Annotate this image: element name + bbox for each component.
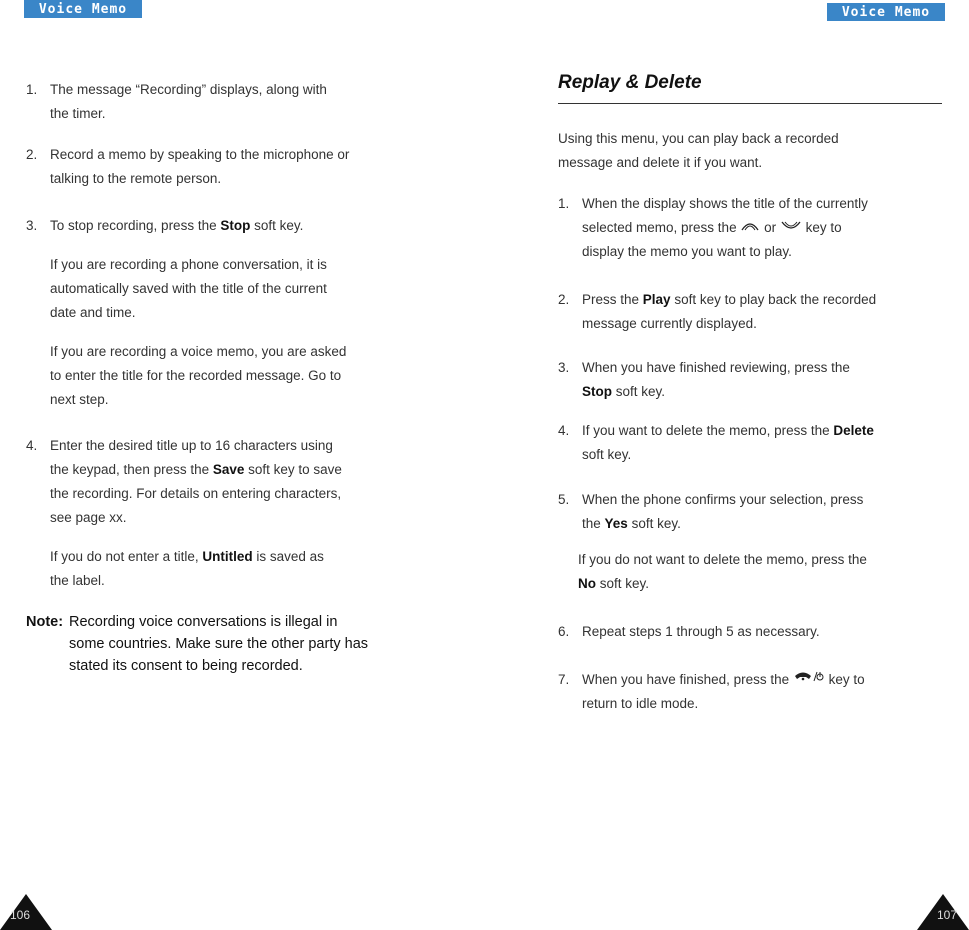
step-1 [26, 78, 416, 126]
sub-text: next step. [50, 392, 109, 407]
play-key-label: Play [642, 292, 671, 307]
step-text: Enter the desired title up to 16 characters using [50, 438, 333, 453]
step-number: 6. [558, 624, 570, 639]
step-text: Press the [582, 292, 643, 307]
sub-text: is saved as [252, 549, 324, 564]
step-4 [558, 419, 948, 467]
step-text: soft key to play back the recorded [670, 292, 877, 307]
sub-text: date and time. [50, 305, 136, 320]
step-text: soft key. [250, 218, 304, 233]
section-tab-left: Voice Memo [24, 0, 142, 18]
sub-text: the label. [50, 573, 105, 588]
step-text: To stop recording, press the [50, 218, 221, 233]
untitled-label: Untitled [202, 549, 253, 564]
step-text: display the memo you want to play. [582, 244, 792, 260]
step-number: 4. [26, 438, 38, 453]
intro-text: message and delete it if you want. [558, 155, 763, 170]
step-text: see page xx. [50, 510, 127, 525]
step-text: soft key to save [244, 462, 342, 477]
step-2 [26, 143, 416, 191]
step-text: When you have finished, press the [582, 672, 793, 687]
step-text: Record a memo by speaking to the microphone or [50, 147, 350, 162]
stop-key-label: Stop [220, 218, 251, 233]
step-text: Repeat steps 1 through 5 as necessary. [582, 624, 820, 639]
page-number-left: 106 [10, 908, 31, 922]
step-3 [558, 356, 948, 404]
note-label: Note: [26, 614, 64, 630]
end-power-key-icon [793, 668, 825, 692]
step-number: 2. [26, 147, 38, 162]
step-text: talking to the remote person. [50, 171, 222, 186]
step-4 [26, 434, 416, 530]
step-number: 4. [558, 423, 570, 438]
note-block [26, 611, 426, 677]
sub-text: soft key. [596, 576, 650, 591]
step-text: If you want to delete the memo, press the [582, 423, 834, 438]
note-text: Recording voice conversations is illegal in [69, 614, 338, 630]
note-text: some countries. Make sure the other party has [69, 636, 369, 652]
step-number: 1. [558, 196, 570, 211]
step-text: selected memo, press the [582, 220, 741, 235]
step-2 [558, 288, 948, 336]
sub-paragraph-no [578, 548, 944, 596]
stop-key-label: Stop [582, 384, 612, 399]
sub-text: If you do not enter a title, [50, 549, 203, 564]
step-1 [558, 192, 948, 264]
up-arrow-key-icon [740, 216, 760, 240]
step-number: 3. [26, 218, 38, 233]
page-number-right: 107 [936, 908, 957, 922]
section-tab-right: Voice Memo [827, 3, 945, 21]
sub-paragraph-untitled [50, 545, 416, 593]
step-number: 7. [558, 672, 570, 687]
step-text: When the display shows the title of the currently [582, 196, 868, 211]
step-7 [558, 668, 948, 716]
sub-text: to enter the title for the recorded message. Go to [50, 368, 342, 383]
save-key-label: Save [212, 462, 245, 477]
step-text: message currently displayed. [582, 316, 757, 331]
step-6 [558, 620, 948, 644]
step-5 [558, 488, 948, 536]
intro-text: Using this menu, you can play back a recorded [558, 131, 839, 146]
step-number: 1. [26, 82, 38, 97]
down-arrow-key-icon [780, 216, 802, 240]
step-text: the [582, 516, 605, 531]
yes-key-label: Yes [604, 516, 628, 531]
no-key-label: No [578, 576, 596, 591]
step-text: soft key. [582, 447, 632, 462]
step-text: key to [801, 220, 842, 235]
step-text: soft key. [612, 384, 666, 399]
step-text: the timer. [50, 106, 106, 121]
step-text: When you have finished reviewing, press the [582, 360, 850, 375]
sub-text: automatically saved with the title of the current [50, 281, 327, 296]
step-number: 5. [558, 492, 570, 507]
sub-paragraph-memo [50, 340, 416, 412]
step-text: When the phone confirms your selection, press [582, 492, 864, 507]
sub-text: If you do not want to delete the memo, press the [578, 552, 867, 567]
step-text: return to idle mode. [582, 696, 699, 712]
section-heading: Replay & Delete [558, 71, 942, 104]
step-number: 3. [558, 360, 570, 375]
step-text: the keypad, then press the [50, 462, 213, 477]
step-3 [26, 214, 416, 238]
step-text: The message “Recording” displays, along with [50, 82, 327, 97]
sub-paragraph-phone [50, 253, 416, 325]
intro-paragraph [558, 127, 948, 175]
sub-text: If you are recording a phone conversation, it is [50, 257, 327, 272]
delete-key-label: Delete [833, 423, 874, 438]
note-text: stated its consent to being recorded. [69, 658, 303, 674]
sub-text: If you are recording a voice memo, you are asked [50, 344, 347, 359]
step-text: key to [824, 672, 865, 687]
step-text: the recording. For details on entering characters, [50, 486, 342, 501]
step-text: soft key. [627, 516, 681, 531]
step-text: or [760, 220, 780, 235]
step-number: 2. [558, 292, 570, 307]
